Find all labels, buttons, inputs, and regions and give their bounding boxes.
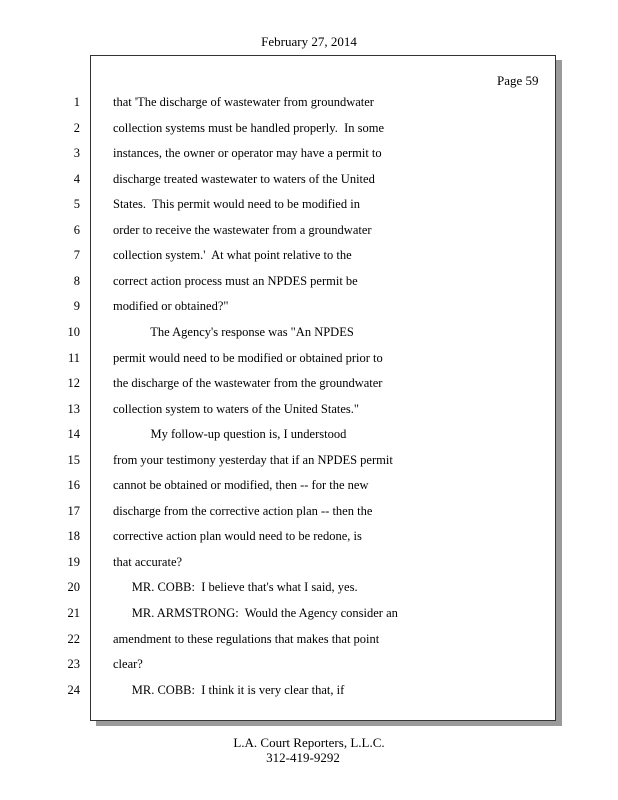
footer-company: L.A. Court Reporters, L.L.C. xyxy=(233,735,385,750)
line-text: States. This permit would need to be modified in xyxy=(113,197,360,211)
line-number: 7 xyxy=(73,248,80,262)
line-number: 13 xyxy=(67,402,80,416)
line-number: 4 xyxy=(73,172,80,186)
line-text: that accurate? xyxy=(113,555,183,569)
footer-phone: 312-419-9292 xyxy=(266,750,340,765)
line-number: 10 xyxy=(67,325,80,339)
line-text: permit would need to be modified or obtained prior to xyxy=(113,351,383,365)
line-number: 6 xyxy=(73,223,80,237)
line-text: MR. COBB: I think it is very clear that, if xyxy=(113,683,345,697)
page-number: Page 59 xyxy=(497,73,539,88)
line-number: 23 xyxy=(67,657,80,671)
line-number: 1 xyxy=(73,95,80,109)
line-text: correct action process must an NPDES permit be xyxy=(113,274,358,288)
line-number: 18 xyxy=(67,529,80,543)
line-number: 16 xyxy=(67,478,80,492)
line-text: clear? xyxy=(113,657,143,671)
line-number: 9 xyxy=(73,299,80,313)
line-text: collection system.' At what point relative to the xyxy=(113,248,352,262)
line-number: 20 xyxy=(67,580,80,594)
line-number: 15 xyxy=(67,453,80,467)
line-text: collection systems must be handled properly. In some xyxy=(113,121,385,135)
line-number: 8 xyxy=(73,274,80,288)
line-text: collection system to waters of the United States." xyxy=(113,402,360,416)
line-text: that 'The discharge of wastewater from groundwater xyxy=(113,95,374,109)
line-number: 19 xyxy=(67,555,80,569)
line-text: cannot be obtained or modified, then -- for the new xyxy=(113,478,369,492)
line-text: the discharge of the wastewater from the groundwater xyxy=(113,376,383,390)
line-text: amendment to these regulations that makes that point xyxy=(113,632,380,646)
line-text: MR. COBB: I believe that's what I said, yes. xyxy=(113,580,358,594)
line-number: 21 xyxy=(67,606,80,620)
line-text: My follow-up question is, I understood xyxy=(113,427,347,441)
line-text: order to receive the wastewater from a groundwater xyxy=(113,223,372,237)
line-text: The Agency's response was "An NPDES xyxy=(113,325,354,339)
line-text: modified or obtained?" xyxy=(113,299,229,313)
line-text: corrective action plan would need to be redone, is xyxy=(113,529,362,543)
line-number: 24 xyxy=(67,683,80,697)
line-text: MR. ARMSTRONG: Would the Agency consider an xyxy=(113,606,398,620)
line-number: 2 xyxy=(73,121,80,135)
line-text: from your testimony yesterday that if an NPDES permit xyxy=(113,453,393,467)
line-number: 5 xyxy=(73,197,80,211)
line-number: 11 xyxy=(67,351,80,365)
line-number: 12 xyxy=(67,376,80,390)
line-number: 22 xyxy=(67,632,80,646)
line-number: 17 xyxy=(67,504,80,518)
line-number: 14 xyxy=(67,427,80,441)
line-text: instances, the owner or operator may have a permit to xyxy=(113,146,382,160)
transcript-date: February 27, 2014 xyxy=(261,34,357,49)
line-text: discharge from the corrective action plan -- then the xyxy=(113,504,373,518)
line-text: discharge treated wastewater to waters of the United xyxy=(113,172,375,186)
line-number: 3 xyxy=(73,146,80,160)
